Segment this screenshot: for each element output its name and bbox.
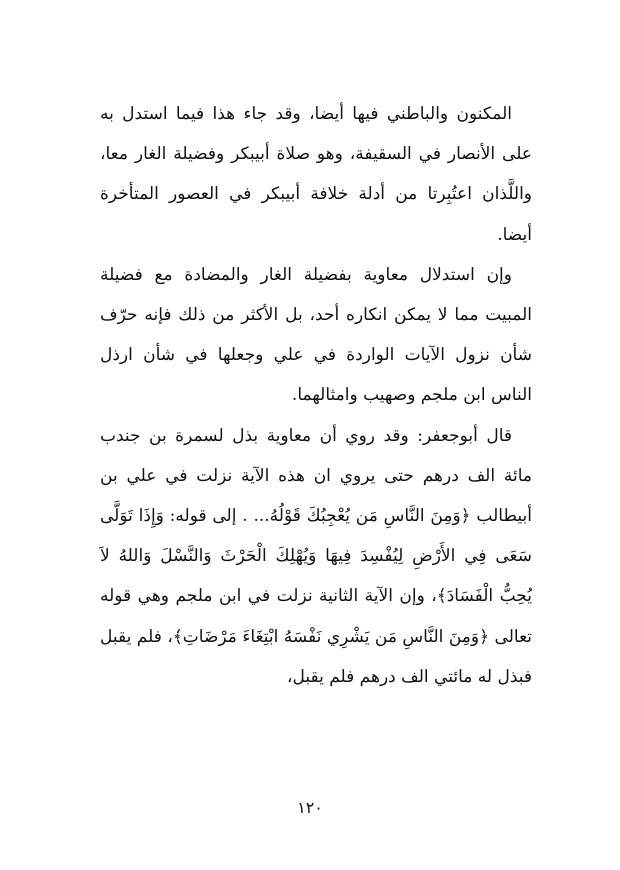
paragraph-3: قال أبوجعفر: وقد روي أن معاوية بذل لسمرة بن جندب مائة الف درهم حتى يروي ان هذه الآية نزلت في علي بن أبيطالب ﴿وَمِنَ النَّاسِ مَن يُعْجِبُكَ قَوْلُهُ... . إلى قوله: وَإِذَا تَوَلَّى سَعَى فِي الأَرْضِ لِيُفْسِدَ فِيهَا وَيُهْلِكَ الْحَرْثَ وَالنَّسْلَ وَاللهُ لاَ يُحِبُّ الْفَسَادَ﴾، وإن الآية الثانية نزلت في ابن ملجم وهي قوله تعالى ﴿وَمِنَ النَّاسِ مَن يَشْرِي نَفْسَهُ ابْتِغَاءَ مَرْضَاتِ﴾، فلم يقبل فبذل له مائتي الف درهم فلم يقبل، (100, 425, 532, 687)
paragraph-1: المكنون والباطني فيها أيضا، وقد جاء هذا فيما استدل به على الأنصار في السقيفة، وهو صلاة أبيبكر وفضيلة الغار معا، واللَّذان اعتُبِرتا من أدلة خلافة أبيبكر في العصور المتأخرة أيضا. (100, 104, 532, 245)
page-number: ١٢٠ (297, 798, 323, 817)
paragraph-2: وإن استدلال معاوية بفضيلة الغار والمضادة مع فضيلة المبيت مما لا يمكن انكاره أحد، بل الأكثر من ذلك فإنه حرّف شأن نزول الآيات الواردة في علي وجعلها في شأن ارذل الناس ابن ملجم وصهيب وامثالهما. (100, 264, 532, 406)
body-text (100, 94, 532, 697)
